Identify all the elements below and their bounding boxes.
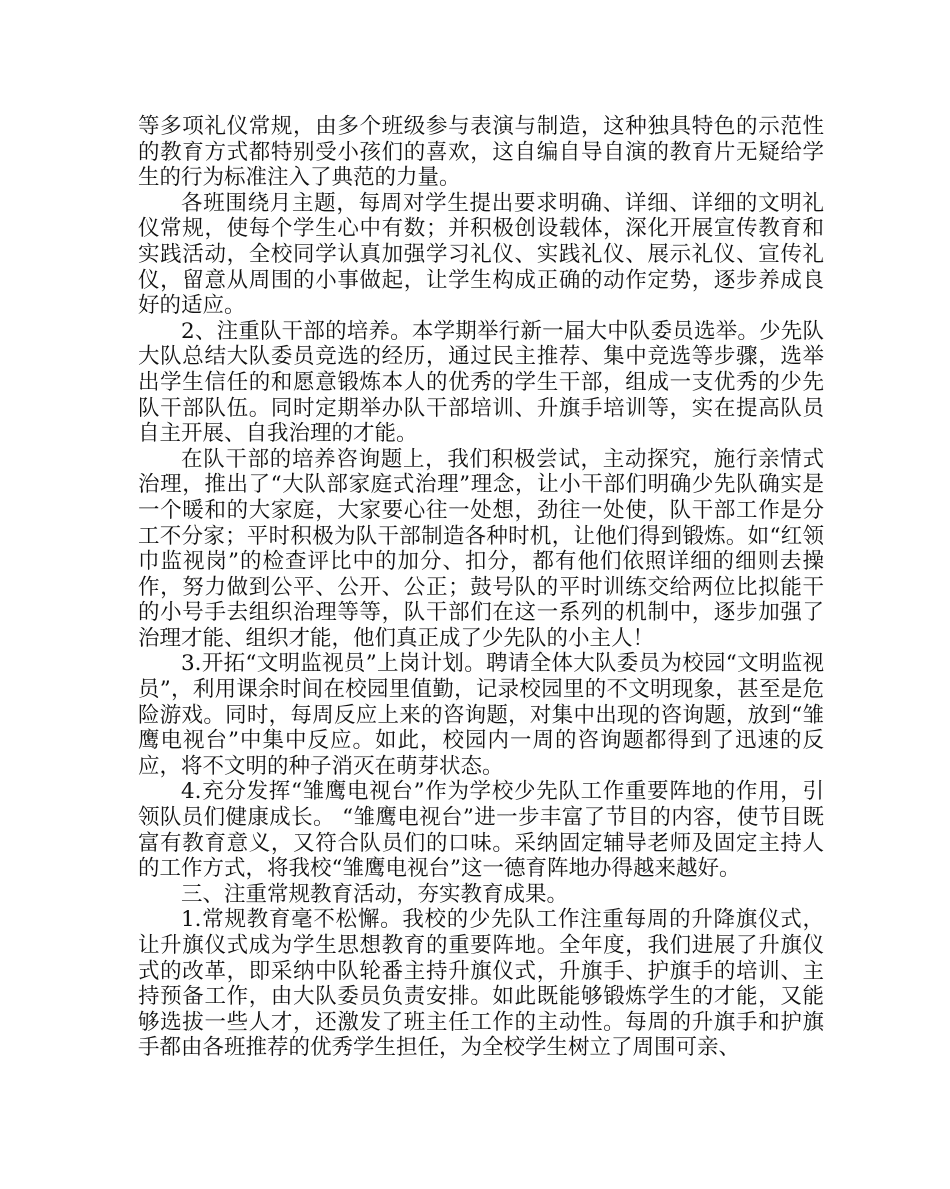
- paragraph-family-style-management: 在队干部的培养咨询题上，我们积极尝试，主动探究，施行亲情式治理，推出了“大队部家庭式治理”理念，让小干部们明确少先队确实是一个暖和的大家庭，大家要心往一处想，劲往一处使，队干部工作是分工不分家；平时积极为队干部制造各种时机，让他们得到锻炼。如“红领巾监视岗”的检查评比中的加分、扣分，都有他们依照详细的细则去操作，努力做到公平、公开、公正；鼓号队的平时训练交给两位比拟能干的小号手去组织治理等等，队干部们在这一系列的机制中，逐步加强了治理才能、组织才能，他们真正成了少先队的小主人！: [138, 446, 824, 651]
- paragraph-monthly-theme: 各班围绕月主题，每周对学生提出要求明确、详细、详细的文明礼仪常规，使每个学生心中有数；并积极创设载体，深化开展宣传教育和实践活动，全校同学认真加强学习礼仪、实践礼仪、展示礼仪、宣传礼仪，留意从周围的小事做起，让学生构成正确的动作定势，逐步养成良好的适应。: [138, 190, 824, 319]
- paragraph-etiquette-film: 等多项礼仪常规，由多个班级参与表演与制造，这种独具特色的示范性的教育方式都特别受小孩们的喜欢，这自编自导自演的教育片无疑给学生的行为标准注入了典范的力量。: [138, 114, 824, 191]
- document-body: [138, 114, 824, 1061]
- paragraph-flag-ceremony: 1.常规教育毫不松懈。我校的少先队工作注重每周的升降旗仪式，让升旗仪式成为学生思想教育的重要阵地。全年度，我们进展了升旗仪式的改革，即采纳中队轮番主持升旗仪式，升旗手、护旗手的培训、主持预备工作，由大队委员负责安排。如此既能够锻炼学生的才能，又能够选拔一些人才，还激发了班主任工作的主动性。每周的升旗手和护旗手都由各班推荐的优秀学生担任，为全校学生树立了周围可亲、: [138, 907, 824, 1061]
- paragraph-civility-monitor: 3.开拓“文明监视员”上岗计划。聘请全体大队委员为校园“文明监视员”，利用课余时间在校园里值勤，记录校园里的不文明现象，甚至是危险游戏。同时，每周反应上来的咨询题，对集中出现的咨询题，放到“雏鹰电视台”中集中反应。如此，校园内一周的咨询题都得到了迅速的反应，将不文明的种子消灭在萌芽状态。: [138, 651, 824, 779]
- paragraph-cadre-training: 2、注重队干部的培养。本学期举行新一届大中队委员选举。少先队大队总结大队委员竞选的经历，通过民主推荐、集中竞选等步骤，选举出学生信任的和愿意锻炼本人的优秀的学生干部，组成一支优秀的少先队干部队伍。同时定期举办队干部培训、升旗手培训等，实在提高队员自主开展、自我治理的才能。: [138, 318, 824, 447]
- section-heading-routine-education: 三、注重常规教育活动，夯实教育成果。: [181, 881, 569, 907]
- paragraph-eagle-tv: 4.充分发挥“雏鹰电视台”作为学校少先队工作重要阵地的作用，引领队员们健康成长。 “雏鹰电视台”进一步丰富了节目的内容，使节目既富有教育意义，又符合队员们的口味。采纳固定辅导老师及固定主持人的工作方式，将我校“雏鹰电视台”这一德育阵地办得越来越好。: [138, 779, 824, 882]
